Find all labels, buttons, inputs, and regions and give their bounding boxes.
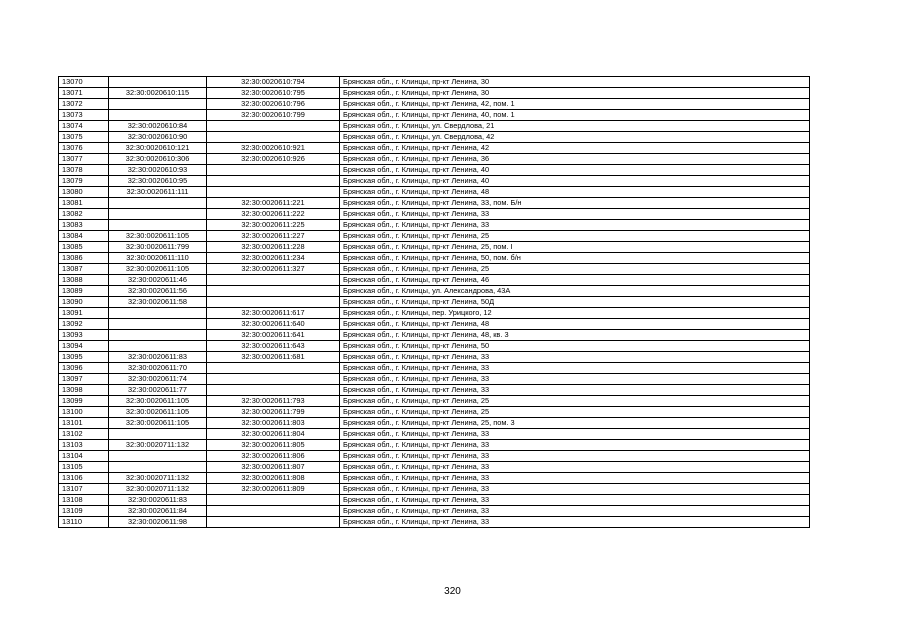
object-number-cell xyxy=(207,275,340,286)
parcel-number-cell xyxy=(109,341,207,352)
address-cell: Брянская обл., г. Клинцы, пр-кт Ленина, 40, пом. 1 xyxy=(340,110,810,121)
parcel-number-cell xyxy=(109,462,207,473)
parcel-number-cell: 32:30:0020611:58 xyxy=(109,297,207,308)
object-number-cell: 32:30:0020611:228 xyxy=(207,242,340,253)
object-number-cell xyxy=(207,176,340,187)
row-number-cell: 13108 xyxy=(59,495,109,506)
parcel-number-cell: 32:30:0020611:83 xyxy=(109,495,207,506)
address-cell: Брянская обл., г. Клинцы, пр-кт Ленина, 40 xyxy=(340,165,810,176)
row-number-cell: 13103 xyxy=(59,440,109,451)
address-cell: Брянская обл., г. Клинцы, пр-кт Ленина, 42 xyxy=(340,143,810,154)
address-cell: Брянская обл., г. Клинцы, ул. Свердлова, 42 xyxy=(340,132,810,143)
row-number-cell: 13104 xyxy=(59,451,109,462)
object-number-cell: 32:30:0020611:808 xyxy=(207,473,340,484)
object-number-cell: 32:30:0020611:799 xyxy=(207,407,340,418)
address-cell: Брянская обл., г. Клинцы, пр-кт Ленина, 42, пом. 1 xyxy=(340,99,810,110)
table-row xyxy=(59,88,810,99)
parcel-number-cell: 32:30:0020611:799 xyxy=(109,242,207,253)
parcel-number-cell: 32:30:0020611:105 xyxy=(109,407,207,418)
address-cell: Брянская обл., г. Клинцы, пр-кт Ленина, 33 xyxy=(340,429,810,440)
row-number-cell: 13072 xyxy=(59,99,109,110)
object-number-cell: 32:30:0020611:327 xyxy=(207,264,340,275)
object-number-cell xyxy=(207,363,340,374)
object-number-cell: 32:30:0020610:799 xyxy=(207,110,340,121)
table-row xyxy=(59,187,810,198)
row-number-cell: 13101 xyxy=(59,418,109,429)
parcel-number-cell: 32:30:0020611:46 xyxy=(109,275,207,286)
address-cell: Брянская обл., г. Клинцы, пр-кт Ленина, 30 xyxy=(340,77,810,88)
object-number-cell xyxy=(207,517,340,528)
table-row xyxy=(59,220,810,231)
object-number-cell: 32:30:0020610:921 xyxy=(207,143,340,154)
address-cell: Брянская обл., г. Клинцы, пр-кт Ленина, 33 xyxy=(340,440,810,451)
address-cell: Брянская обл., г. Клинцы, пр-кт Ленина, 25 xyxy=(340,231,810,242)
parcel-number-cell: 32:30:0020610:84 xyxy=(109,121,207,132)
table-row xyxy=(59,110,810,121)
row-number-cell: 13096 xyxy=(59,363,109,374)
row-number-cell: 13085 xyxy=(59,242,109,253)
address-cell: Брянская обл., г. Клинцы, пр-кт Ленина, 33 xyxy=(340,363,810,374)
object-number-cell: 32:30:0020610:796 xyxy=(207,99,340,110)
address-cell: Брянская обл., г. Клинцы, пр-кт Ленина, 33 xyxy=(340,352,810,363)
object-number-cell: 32:30:0020610:795 xyxy=(207,88,340,99)
address-cell: Брянская обл., г. Клинцы, пр-кт Ленина, 25 xyxy=(340,407,810,418)
row-number-cell: 13109 xyxy=(59,506,109,517)
table-row xyxy=(59,495,810,506)
object-number-cell: 32:30:0020611:809 xyxy=(207,484,340,495)
table-row xyxy=(59,297,810,308)
object-number-cell xyxy=(207,495,340,506)
parcel-number-cell xyxy=(109,209,207,220)
table-row xyxy=(59,473,810,484)
parcel-number-cell: 32:30:0020611:105 xyxy=(109,396,207,407)
parcel-number-cell: 32:30:0020711:132 xyxy=(109,440,207,451)
row-number-cell: 13086 xyxy=(59,253,109,264)
object-number-cell: 32:30:0020611:222 xyxy=(207,209,340,220)
row-number-cell: 13093 xyxy=(59,330,109,341)
table-row xyxy=(59,462,810,473)
address-cell: Брянская обл., г. Клинцы, ул. Александрова, 43А xyxy=(340,286,810,297)
parcel-number-cell: 32:30:0020611:56 xyxy=(109,286,207,297)
address-cell: Брянская обл., г. Клинцы, пр-кт Ленина, 30 xyxy=(340,88,810,99)
parcel-number-cell: 32:30:0020611:105 xyxy=(109,231,207,242)
parcel-number-cell: 32:30:0020610:95 xyxy=(109,176,207,187)
object-number-cell: 32:30:0020611:617 xyxy=(207,308,340,319)
table-body xyxy=(59,77,810,528)
object-number-cell: 32:30:0020610:926 xyxy=(207,154,340,165)
row-number-cell: 13071 xyxy=(59,88,109,99)
row-number-cell: 13076 xyxy=(59,143,109,154)
row-number-cell: 13081 xyxy=(59,198,109,209)
address-cell: Брянская обл., г. Клинцы, пр-кт Ленина, 33 xyxy=(340,220,810,231)
row-number-cell: 13105 xyxy=(59,462,109,473)
row-number-cell: 13083 xyxy=(59,220,109,231)
table-row xyxy=(59,451,810,462)
page-number: 320 xyxy=(444,586,461,597)
address-cell: Брянская обл., г. Клинцы, пр-кт Ленина, 33 xyxy=(340,495,810,506)
parcel-number-cell: 32:30:0020611:110 xyxy=(109,253,207,264)
object-number-cell xyxy=(207,374,340,385)
table-row xyxy=(59,484,810,495)
object-number-cell: 32:30:0020611:640 xyxy=(207,319,340,330)
row-number-cell: 13094 xyxy=(59,341,109,352)
parcel-number-cell xyxy=(109,77,207,88)
object-number-cell: 32:30:0020611:227 xyxy=(207,231,340,242)
object-number-cell: 32:30:0020611:221 xyxy=(207,198,340,209)
object-number-cell: 32:30:0020611:807 xyxy=(207,462,340,473)
row-number-cell: 13092 xyxy=(59,319,109,330)
table-row xyxy=(59,176,810,187)
address-cell: Брянская обл., г. Клинцы, пер. Урицкого, 12 xyxy=(340,308,810,319)
address-cell: Брянская обл., г. Клинцы, пр-кт Ленина, 33 xyxy=(340,484,810,495)
row-number-cell: 13070 xyxy=(59,77,109,88)
table-row xyxy=(59,341,810,352)
address-cell: Брянская обл., г. Клинцы, пр-кт Ленина, 33 xyxy=(340,374,810,385)
parcel-number-cell: 32:30:0020611:98 xyxy=(109,517,207,528)
table-row xyxy=(59,517,810,528)
address-cell: Брянская обл., г. Клинцы, ул. Свердлова, 21 xyxy=(340,121,810,132)
object-number-cell xyxy=(207,132,340,143)
table-row xyxy=(59,429,810,440)
address-cell: Брянская обл., г. Клинцы, пр-кт Ленина, 40 xyxy=(340,176,810,187)
address-cell: Брянская обл., г. Клинцы, пр-кт Ленина, 33, пом. Б/н xyxy=(340,198,810,209)
table-row xyxy=(59,440,810,451)
parcel-number-cell: 32:30:0020611:74 xyxy=(109,374,207,385)
row-number-cell: 13110 xyxy=(59,517,109,528)
address-cell: Брянская обл., г. Клинцы, пр-кт Ленина, 50Д xyxy=(340,297,810,308)
table-row xyxy=(59,506,810,517)
address-cell: Брянская обл., г. Клинцы, пр-кт Ленина, 48, кв. 3 xyxy=(340,330,810,341)
table-row xyxy=(59,374,810,385)
object-number-cell: 32:30:0020611:234 xyxy=(207,253,340,264)
address-cell: Брянская обл., г. Клинцы, пр-кт Ленина, 33 xyxy=(340,209,810,220)
parcel-number-cell: 32:30:0020611:105 xyxy=(109,418,207,429)
row-number-cell: 13087 xyxy=(59,264,109,275)
address-cell: Брянская обл., г. Клинцы, пр-кт Ленина, 33 xyxy=(340,385,810,396)
address-cell: Брянская обл., г. Клинцы, пр-кт Ленина, 50 xyxy=(340,341,810,352)
address-cell: Брянская обл., г. Клинцы, пр-кт Ленина, 48 xyxy=(340,187,810,198)
parcel-number-cell: 32:30:0020611:70 xyxy=(109,363,207,374)
object-number-cell: 32:30:0020611:641 xyxy=(207,330,340,341)
address-cell: Брянская обл., г. Клинцы, пр-кт Ленина, 36 xyxy=(340,154,810,165)
row-number-cell: 13075 xyxy=(59,132,109,143)
row-number-cell: 13080 xyxy=(59,187,109,198)
address-cell: Брянская обл., г. Клинцы, пр-кт Ленина, 48 xyxy=(340,319,810,330)
parcel-number-cell: 32:30:0020610:306 xyxy=(109,154,207,165)
row-number-cell: 13088 xyxy=(59,275,109,286)
object-number-cell: 32:30:0020611:806 xyxy=(207,451,340,462)
table-row xyxy=(59,99,810,110)
row-number-cell: 13079 xyxy=(59,176,109,187)
table-row xyxy=(59,77,810,88)
table-row xyxy=(59,352,810,363)
table-row xyxy=(59,121,810,132)
address-cell: Брянская обл., г. Клинцы, пр-кт Ленина, 25 xyxy=(340,396,810,407)
object-number-cell xyxy=(207,187,340,198)
parcel-number-cell: 32:30:0020610:121 xyxy=(109,143,207,154)
table-row xyxy=(59,363,810,374)
row-number-cell: 13077 xyxy=(59,154,109,165)
row-number-cell: 13100 xyxy=(59,407,109,418)
row-number-cell: 13091 xyxy=(59,308,109,319)
table-row xyxy=(59,286,810,297)
object-number-cell xyxy=(207,506,340,517)
parcel-number-cell xyxy=(109,110,207,121)
parcel-number-cell xyxy=(109,319,207,330)
row-number-cell: 13090 xyxy=(59,297,109,308)
address-cell: Брянская обл., г. Клинцы, пр-кт Ленина, 50, пом. б/н xyxy=(340,253,810,264)
table-row xyxy=(59,154,810,165)
table-row xyxy=(59,165,810,176)
parcel-number-cell xyxy=(109,451,207,462)
row-number-cell: 13078 xyxy=(59,165,109,176)
object-number-cell: 32:30:0020611:225 xyxy=(207,220,340,231)
address-cell: Брянская обл., г. Клинцы, пр-кт Ленина, 33 xyxy=(340,506,810,517)
table-row xyxy=(59,396,810,407)
row-number-cell: 13082 xyxy=(59,209,109,220)
table-row xyxy=(59,418,810,429)
object-number-cell: 32:30:0020611:643 xyxy=(207,341,340,352)
row-number-cell: 13097 xyxy=(59,374,109,385)
object-number-cell: 32:30:0020611:681 xyxy=(207,352,340,363)
table-row xyxy=(59,264,810,275)
parcel-number-cell xyxy=(109,99,207,110)
row-number-cell: 13107 xyxy=(59,484,109,495)
object-number-cell: 32:30:0020611:804 xyxy=(207,429,340,440)
object-number-cell xyxy=(207,297,340,308)
row-number-cell: 13073 xyxy=(59,110,109,121)
parcel-number-cell xyxy=(109,308,207,319)
table-row xyxy=(59,319,810,330)
parcel-number-cell: 32:30:0020610:115 xyxy=(109,88,207,99)
parcel-number-cell xyxy=(109,429,207,440)
parcel-number-cell: 32:30:0020611:111 xyxy=(109,187,207,198)
table-row xyxy=(59,308,810,319)
table-row xyxy=(59,407,810,418)
property-register-table xyxy=(58,76,810,528)
parcel-number-cell: 32:30:0020611:84 xyxy=(109,506,207,517)
object-number-cell xyxy=(207,121,340,132)
table-row xyxy=(59,253,810,264)
table-row xyxy=(59,209,810,220)
table-row xyxy=(59,330,810,341)
parcel-number-cell: 32:30:0020711:132 xyxy=(109,484,207,495)
row-number-cell: 13102 xyxy=(59,429,109,440)
address-cell: Брянская обл., г. Клинцы, пр-кт Ленина, 25, пом. 3 xyxy=(340,418,810,429)
table-row xyxy=(59,198,810,209)
address-cell: Брянская обл., г. Клинцы, пр-кт Ленина, 25, пом. I xyxy=(340,242,810,253)
row-number-cell: 13098 xyxy=(59,385,109,396)
row-number-cell: 13084 xyxy=(59,231,109,242)
parcel-number-cell: 32:30:0020611:83 xyxy=(109,352,207,363)
address-cell: Брянская обл., г. Клинцы, пр-кт Ленина, 33 xyxy=(340,462,810,473)
object-number-cell: 32:30:0020611:803 xyxy=(207,418,340,429)
parcel-number-cell: 32:30:0020610:93 xyxy=(109,165,207,176)
parcel-number-cell xyxy=(109,220,207,231)
row-number-cell: 13095 xyxy=(59,352,109,363)
table-row xyxy=(59,385,810,396)
row-number-cell: 13099 xyxy=(59,396,109,407)
address-cell: Брянская обл., г. Клинцы, пр-кт Ленина, 33 xyxy=(340,451,810,462)
object-number-cell xyxy=(207,385,340,396)
address-cell: Брянская обл., г. Клинцы, пр-кт Ленина, 33 xyxy=(340,517,810,528)
object-number-cell xyxy=(207,286,340,297)
parcel-number-cell xyxy=(109,198,207,209)
address-cell: Брянская обл., г. Клинцы, пр-кт Ленина, 25 xyxy=(340,264,810,275)
table-row xyxy=(59,275,810,286)
table-row xyxy=(59,132,810,143)
object-number-cell: 32:30:0020611:793 xyxy=(207,396,340,407)
row-number-cell: 13106 xyxy=(59,473,109,484)
address-cell: Брянская обл., г. Клинцы, пр-кт Ленина, 33 xyxy=(340,473,810,484)
object-number-cell: 32:30:0020611:805 xyxy=(207,440,340,451)
row-number-cell: 13074 xyxy=(59,121,109,132)
parcel-number-cell: 32:30:0020611:105 xyxy=(109,264,207,275)
parcel-number-cell: 32:30:0020610:90 xyxy=(109,132,207,143)
table-row xyxy=(59,143,810,154)
table-row xyxy=(59,231,810,242)
parcel-number-cell xyxy=(109,330,207,341)
address-cell: Брянская обл., г. Клинцы, пр-кт Ленина, 46 xyxy=(340,275,810,286)
table-row xyxy=(59,242,810,253)
object-number-cell: 32:30:0020610:794 xyxy=(207,77,340,88)
object-number-cell xyxy=(207,165,340,176)
row-number-cell: 13089 xyxy=(59,286,109,297)
parcel-number-cell: 32:30:0020711:132 xyxy=(109,473,207,484)
parcel-number-cell: 32:30:0020611:77 xyxy=(109,385,207,396)
